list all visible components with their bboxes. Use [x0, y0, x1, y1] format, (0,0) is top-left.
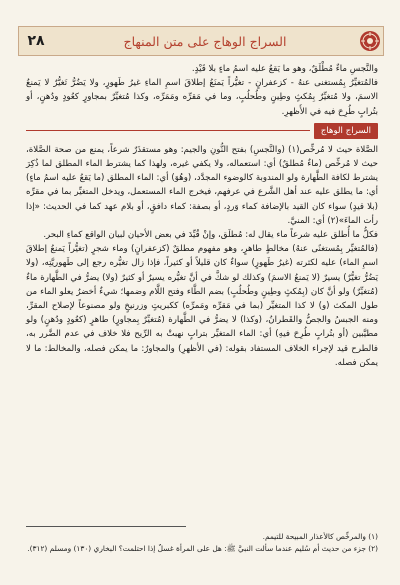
commentary-paragraph-3: (فالمُتغيِّر بِمُستغنًى عنهُ) مخالطٍ طاهرٍ، وهو مفهوم مطلقٌ (كزعفرانٍ) وماء شجرٍ (تغيُّراً يَمنعُ إطلاقَ اسمِ الماء) عليه لكثرته (غيرُ طَهورٍ) سواءٌ كان قليلاً أو كثيراً، فإذا زال تغيُّره رجع إلى طَهوريَّتِه، (ولا يَضُرُّ تغيُّرٌ) يسيرٌ (لا يَمنعُ الاسمَ) وكذلك لو شكَّ في أنَّ تغيُّره يسيرٌ أو كثيرٌ (ولا) يضرُّ في الطَّهارة ماءٌ (مُتغيِّرٌ) ولو أنَّ كان (بِمُكثٍ وطِينٍ وطُحلُبٍ) بضم الطَّاء وفتح اللَّام وضمها؛ شيءٌ أخضرُ يعلو الماء من طول المكث (و) لا كذا المتغيِّر (بما في مَقرِّه ومَمرِّه) ككبريتٍ وزرنيخٍ ولو مصنوعاً لإصلاح المقرِّ، ومنه الجبسُ والجصُّ والقَطرانُ، (وكذا) لا يضرُّ في الطَّهارة (مُتغيِّرٌ بِمجاورٍ) طاهرٍ (كعُودٍ ودُهنٍ) ولو مطيَّبين (أو بتُرابٍ طُرِحَ فيهِ) أي: الماء المتغيِّر بترابٍ نهبتْ به الرِّيح فلا خلاف في عدم الضَّرر به، فالطرح قيد لإجراء الخلاف المستفاد بقوله: (في الأظهرِ) والمجاورُ: ما يمكن فصله، والمخالط: ما لا يمكن فصله.	[26, 244, 378, 368]
commentary-section-header	[26, 123, 378, 139]
matn-paragraph-2: فالمُتغيِّرُ بِمُستغنى عنهُ - كزعفرانٍ - تغيُّراً يَمنَعُ إطلاقَ اسمِ الماءِ غيرُ طَهورٍ، ولا يَضُرُّ تَغيُّرٌ لا يَمنعُ الاسمَ، ولا مُتغيِّرٌ بِمُكثٍ وطِينٍ وطُحلُبٍ، وما في مَقرِّه ومَمَرِّه، وكذا مُتغيِّرٌ بمجاورٍ كعُودٍ ودُهنٍ، أو بتُرابٍ طُرِحَ فيه في الأَظهرِ.	[26, 78, 378, 117]
matn-paragraph-1: والنَّجسِ ماءٌ مُطْلَقٌ، وهو ما يَقعُ عليه اسمُ ماءٍ بلا قَيْدٍ.	[191, 64, 378, 74]
running-title: السراج الوهاج على متن المنهاج	[123, 33, 287, 49]
page-body	[26, 62, 378, 370]
footnote-1: (١) والمرخِّص كالأعذار المبيحة للتيمم.	[262, 532, 378, 541]
rosette-ornament-icon	[357, 28, 383, 54]
commentary-label: السراج الوهاج	[314, 123, 378, 139]
page-header	[18, 26, 384, 56]
commentary-paragraph-1: الصَّلاة حيث لا مُرخِّص(١) (والنَّجسِ) بفتح النُّونِ والجيم: وهو مستقذَرٌ شرعاً، يمنع من صحة الصَّلاة، حيث لا مُرخِّص (ماءٌ مُطلقٌ) أي: استعماله، ولا يكفي غيره، ولهذا كما يشترط الماء المطلق لما ذُكِرَ يشترط لكافة الطَّهارة ولو المندوبة كالوضوء المجدَّد، (وهُوَ) أي: الماء المطلق (ما يَقعُ عليه اسمُ ماءٍ) أي: ما يطلق عليه عند أهل الشَّرع في عرفهم، فيخرج الماء المستعمل، ويدخل المتغيِّر بما في مقرِّه (بلا قيدٍ) سواء كان القيد بالإضافة كماء وَردٍ، أو بصفة: كماء دافقٍ، أو بلام عهد كما في الحديث: «إذا رأت الماءَ»(٢) أي: المنيَّ.	[26, 144, 378, 226]
commentary-paragraph-2: فكلُّ ما أُطلق عليه شرعاً ماء يقال له: مُطلَق، وإنْ قُيِّدَ في بعض الأحيان لبيان الواقع كماءِ البحر.	[43, 230, 378, 241]
footnotes	[26, 531, 378, 555]
page-number: ٢٨	[27, 33, 45, 49]
footnote-2: (٢) جزء من حديث أم سُليم عندما سألت النبيَّ ﷺ: هل على المرأة غسلٌ إذا احتلمت؟ البخاري (١٣٠) ومسلم (٣١٢).	[27, 544, 378, 553]
section-divider	[26, 130, 310, 131]
footnote-divider	[26, 526, 186, 527]
